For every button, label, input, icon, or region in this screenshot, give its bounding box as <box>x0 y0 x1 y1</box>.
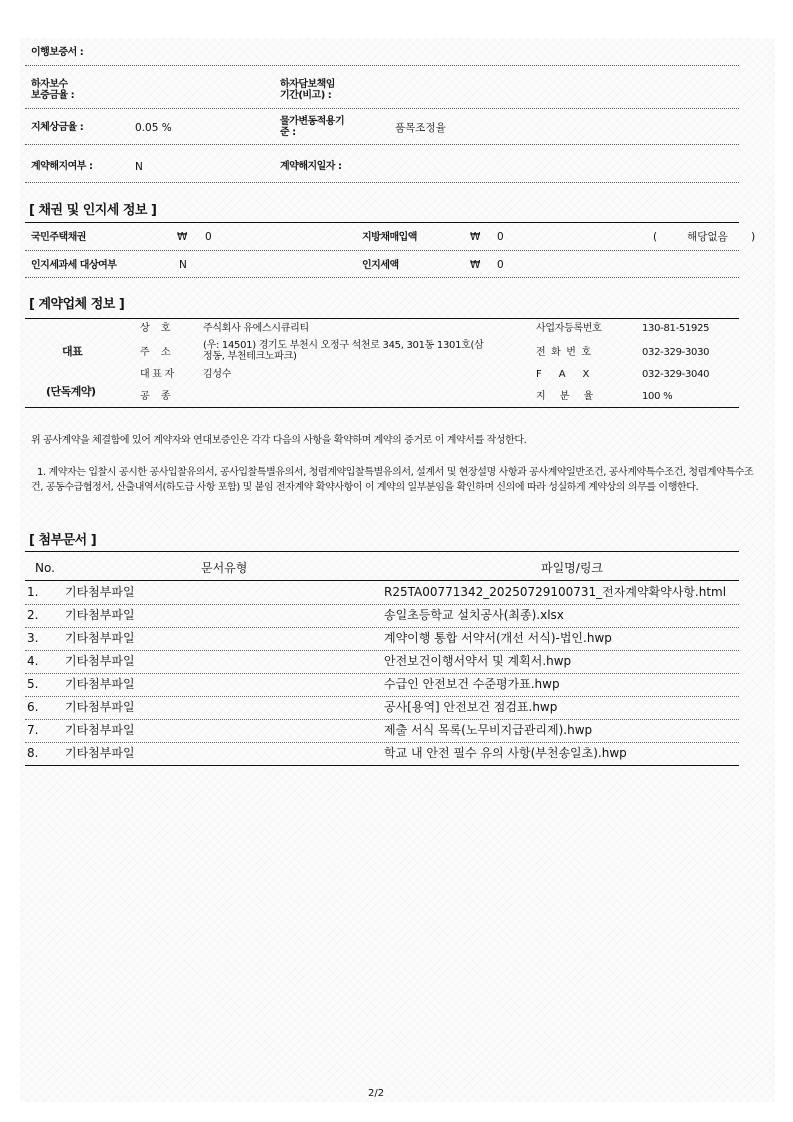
national-housing-bond-label: 국민주택채권 <box>31 232 86 243</box>
row-type: 기타첨부파일 <box>65 723 135 737</box>
bonds-section-title: [ 채권 및 인지세 정보 ] <box>29 203 157 218</box>
page-number: 2/2 <box>368 1088 385 1099</box>
header-file: 파일명/링크 <box>541 561 604 575</box>
table-row <box>25 696 739 720</box>
attachment-link[interactable]: 수급인 안전보건 수준평가표.hwp <box>384 677 560 691</box>
divider <box>25 250 739 251</box>
attachment-link[interactable]: 제출 서식 목록(노무비지급관리제).hwp <box>384 723 593 737</box>
row-no: 1. <box>27 585 39 599</box>
row-no: 6. <box>27 700 39 714</box>
termination-value: N <box>135 161 143 173</box>
national-housing-bond-value: 0 <box>205 231 212 243</box>
address-line2: 정동, 부천테크노파크) <box>203 351 297 362</box>
contract-type-label: (단독계약) <box>46 385 96 398</box>
section-rule <box>25 551 739 552</box>
table-row <box>25 719 739 743</box>
business-type-label: 공 종 <box>140 391 171 402</box>
phone: 032-329-3030 <box>642 347 710 358</box>
fax: 032-329-3040 <box>642 369 710 380</box>
attachment-link[interactable]: 공사[용역] 안전보건 점검표.hwp <box>384 700 558 714</box>
company-name: 주식회사 유에스시큐리티 <box>203 323 309 334</box>
row-no: 4. <box>27 654 39 668</box>
local-bond-currency: ₩ <box>470 231 481 243</box>
attachment-link[interactable]: 안전보건이행서약서 및 계획서.hwp <box>384 654 572 668</box>
price-adjustment-label: 물가변동적용기 준 : <box>280 116 345 138</box>
row-no: 7. <box>27 723 39 737</box>
local-bond-label: 지방채매입액 <box>362 232 417 243</box>
terms-intro: 위 공사계약을 체결함에 있어 계약자와 연대보증인은 각각 다음의 사항을 확약하며 계약의 증거로 이 계약서를 작성한다. <box>31 435 527 446</box>
share-label: 지 분 율 <box>536 391 593 402</box>
local-bond-value: 0 <box>497 231 504 243</box>
stamp-tax-currency: ₩ <box>470 259 481 271</box>
fax-label: F A X <box>536 369 590 380</box>
performance-bond-label: 이행보증서 : <box>31 47 84 58</box>
row-no: 3. <box>27 631 39 645</box>
stamp-tax-subject-value: N <box>179 259 187 271</box>
row-type: 기타첨부파일 <box>65 654 135 668</box>
row-no: 5. <box>27 677 39 691</box>
company-section-title: [ 계약업체 정보 ] <box>29 297 125 312</box>
attachments-header-row <box>25 557 739 581</box>
row-type: 기타첨부파일 <box>65 608 135 622</box>
reg-no-label: 사업자등록번호 <box>536 323 602 334</box>
termination-date-label: 계약해지일자 : <box>280 161 342 172</box>
late-penalty-label: 지체상금율 : <box>31 122 84 133</box>
table-row <box>25 581 739 605</box>
share: 100 % <box>642 391 673 402</box>
termination-label: 계약해지여부 : <box>31 161 93 172</box>
table-row <box>25 627 739 651</box>
national-housing-bond-currency: ₩ <box>177 231 188 243</box>
row-no: 2. <box>27 608 39 622</box>
attachment-link[interactable]: R25TA00771342_20250729100731_전자계약확약사항.html <box>384 585 727 599</box>
defect-liability-period-label: 하자담보책임 기간(비고) : <box>280 79 335 101</box>
stamp-tax-value: 0 <box>497 259 504 271</box>
table-row <box>25 650 739 674</box>
attachments-section-title: [ 첨부문서 ] <box>29 533 97 548</box>
table-row <box>25 604 739 628</box>
stamp-tax-subject-label: 인지세과세 대상여부 <box>31 260 117 271</box>
not-applicable-note: ( 해당없음 ) <box>653 231 756 243</box>
row-type: 기타첨부파일 <box>65 585 135 599</box>
divider <box>25 65 739 66</box>
address-label: 주 소 <box>140 347 171 358</box>
section-rule <box>25 318 739 319</box>
attachment-link[interactable]: 송일초등학교 설치공사(최종).xlsx <box>384 608 564 622</box>
company-role-label: 대표 <box>62 345 83 358</box>
section-rule <box>25 407 739 408</box>
terms-clause-1: 1. 계약자는 입찰시 공시한 공사입찰유의서, 공사입찰특별유의서, 청렴계약입찰특별유의서, 설계서 및 현장설명 사항과 공사계약일반조건, 공사계약특수조건, 청렴계약특수조건, 공동수급협정서, 산출내역서(하도급 사항 포함) 및 붙임 전자계약 확약사항이 이 계약의 일부분임을 확인하며 신의에 따라 성실하게 계약상의 의무를 이행한다. <box>31 467 754 493</box>
divider <box>25 144 739 145</box>
row-type: 기타첨부파일 <box>65 677 135 691</box>
header-no: No. <box>35 561 55 575</box>
attachment-link[interactable]: 계약이행 통합 서약서(개선 서식)-법인.hwp <box>384 631 612 645</box>
table-row <box>25 673 739 697</box>
row-type: 기타첨부파일 <box>65 746 135 760</box>
divider <box>25 108 739 109</box>
table-row <box>25 742 739 766</box>
row-no: 8. <box>27 746 39 760</box>
ceo-label: 대 표 자 <box>140 369 174 380</box>
header-type: 문서유형 <box>201 561 248 575</box>
divider <box>25 182 739 183</box>
divider <box>25 277 739 278</box>
row-type: 기타첨부파일 <box>65 631 135 645</box>
reg-no: 130-81-51925 <box>642 323 710 334</box>
phone-label: 전 화 번 호 <box>536 347 591 358</box>
company-name-label: 상 호 <box>140 323 171 334</box>
late-penalty-value: 0.05 % <box>135 122 172 134</box>
attachment-link[interactable]: 학교 내 안전 필수 유의 사항(부천송일초).hwp <box>384 746 627 760</box>
price-adjustment-value: 품목조정율 <box>395 122 446 134</box>
row-type: 기타첨부파일 <box>65 700 135 714</box>
section-rule <box>25 222 739 223</box>
stamp-tax-label: 인지세액 <box>362 260 399 271</box>
defect-bond-amount-label: 하자보수 보증금율 : <box>31 79 75 101</box>
ceo-name: 김성수 <box>203 369 232 380</box>
address-line1: (우: 14501) 경기도 부천시 오정구 석천로 345, 301동 1301호(삼 <box>203 340 484 351</box>
